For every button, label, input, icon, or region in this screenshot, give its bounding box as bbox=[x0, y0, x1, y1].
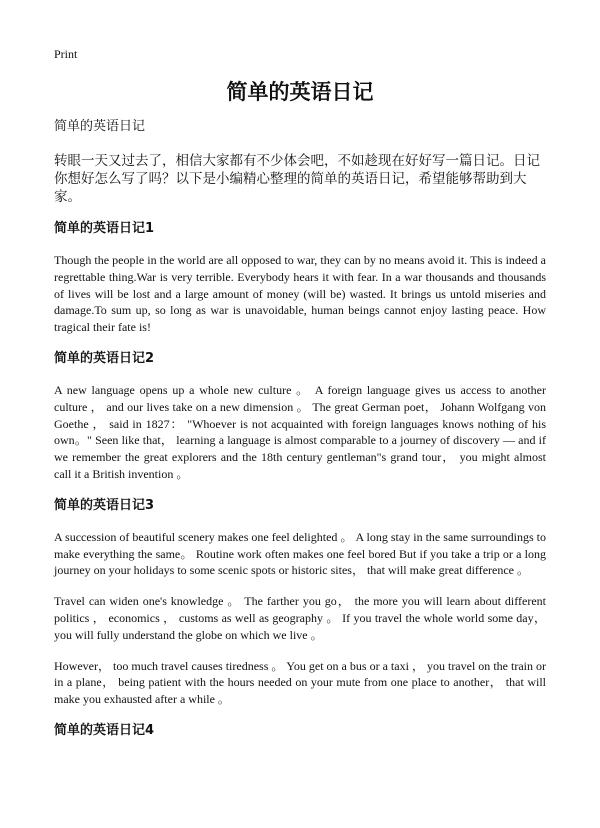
document-subtitle: 简单的英语日记 bbox=[54, 119, 146, 134]
section-paragraph: However， too much travel causes tiredness 。 You get on a bus or a taxi ， you travel on the train or in a plane， being patient with the hours needed on your mute from one place to another， that will make you exhausted after a while 。 bbox=[54, 658, 546, 707]
section-heading: 简单的英语日记2 bbox=[54, 350, 155, 366]
section-paragraph: A new language opens up a whole new culture 。 A foreign language gives us access to another culture ， and our lives take on a new dimension 。 The great German poet， Johann Wolfgang von Goethe ， said in 1827： "Whoever is not acquainted with foreign languages knows nothing of his own。" Seen like that， learning a language is almost comparable to a journey of discovery — and if we remember the great explorers and the 18th century gentleman"s grand tour， you might almost call it a British invention 。 bbox=[54, 382, 546, 481]
section-heading: 简单的英语日记4 bbox=[54, 722, 155, 738]
section-3 bbox=[54, 497, 546, 708]
section-paragraph: A succession of beautiful scenery makes one feel delighted 。 A long stay in the same surroundings to make everything the same。 Routine work often makes one feel bored But if you take a trip or a long journey on your holidays to some scenic spots or historic sites， that will make great difference 。 bbox=[54, 529, 546, 578]
section-heading: 简单的英语日记3 bbox=[54, 497, 155, 513]
print-link[interactable]: Print bbox=[54, 47, 78, 61]
document-title: 简单的英语日记 bbox=[226, 80, 374, 104]
section-heading: 简单的英语日记1 bbox=[54, 221, 155, 236]
section-2 bbox=[54, 350, 546, 483]
section-paragraph: Though the people in the world are all opposed to war, they can by no means avoid it. This is indeed a regrettable thing.War is very terrible. Everybody hears it with fear. In a war thousands and thousands of lives will be lost and a large amount of money (will be) wasted. It brings us untold miseries and damage.To sum up, so long as war is unavoidable, human beings cannot enjoy lasting peace. How tragical their fate is! bbox=[54, 253, 546, 335]
intro-paragraph: 转眼一天又过去了，相信大家都有不少体会吧，不如趁现在好好写一篇日记。日记你想好怎么写了吗？以下是小编精心整理的简单的英语日记，希望能够帮助到大家。 bbox=[54, 153, 540, 205]
section-4 bbox=[54, 722, 546, 740]
section-paragraph: Travel can widen one's knowledge 。 The farther you go， the more you will learn about different politics ， economics ， customs as well as geography 。 If you travel the whole world some day， you will fully understand the globe on which we live 。 bbox=[54, 594, 546, 642]
section-1 bbox=[54, 220, 546, 336]
